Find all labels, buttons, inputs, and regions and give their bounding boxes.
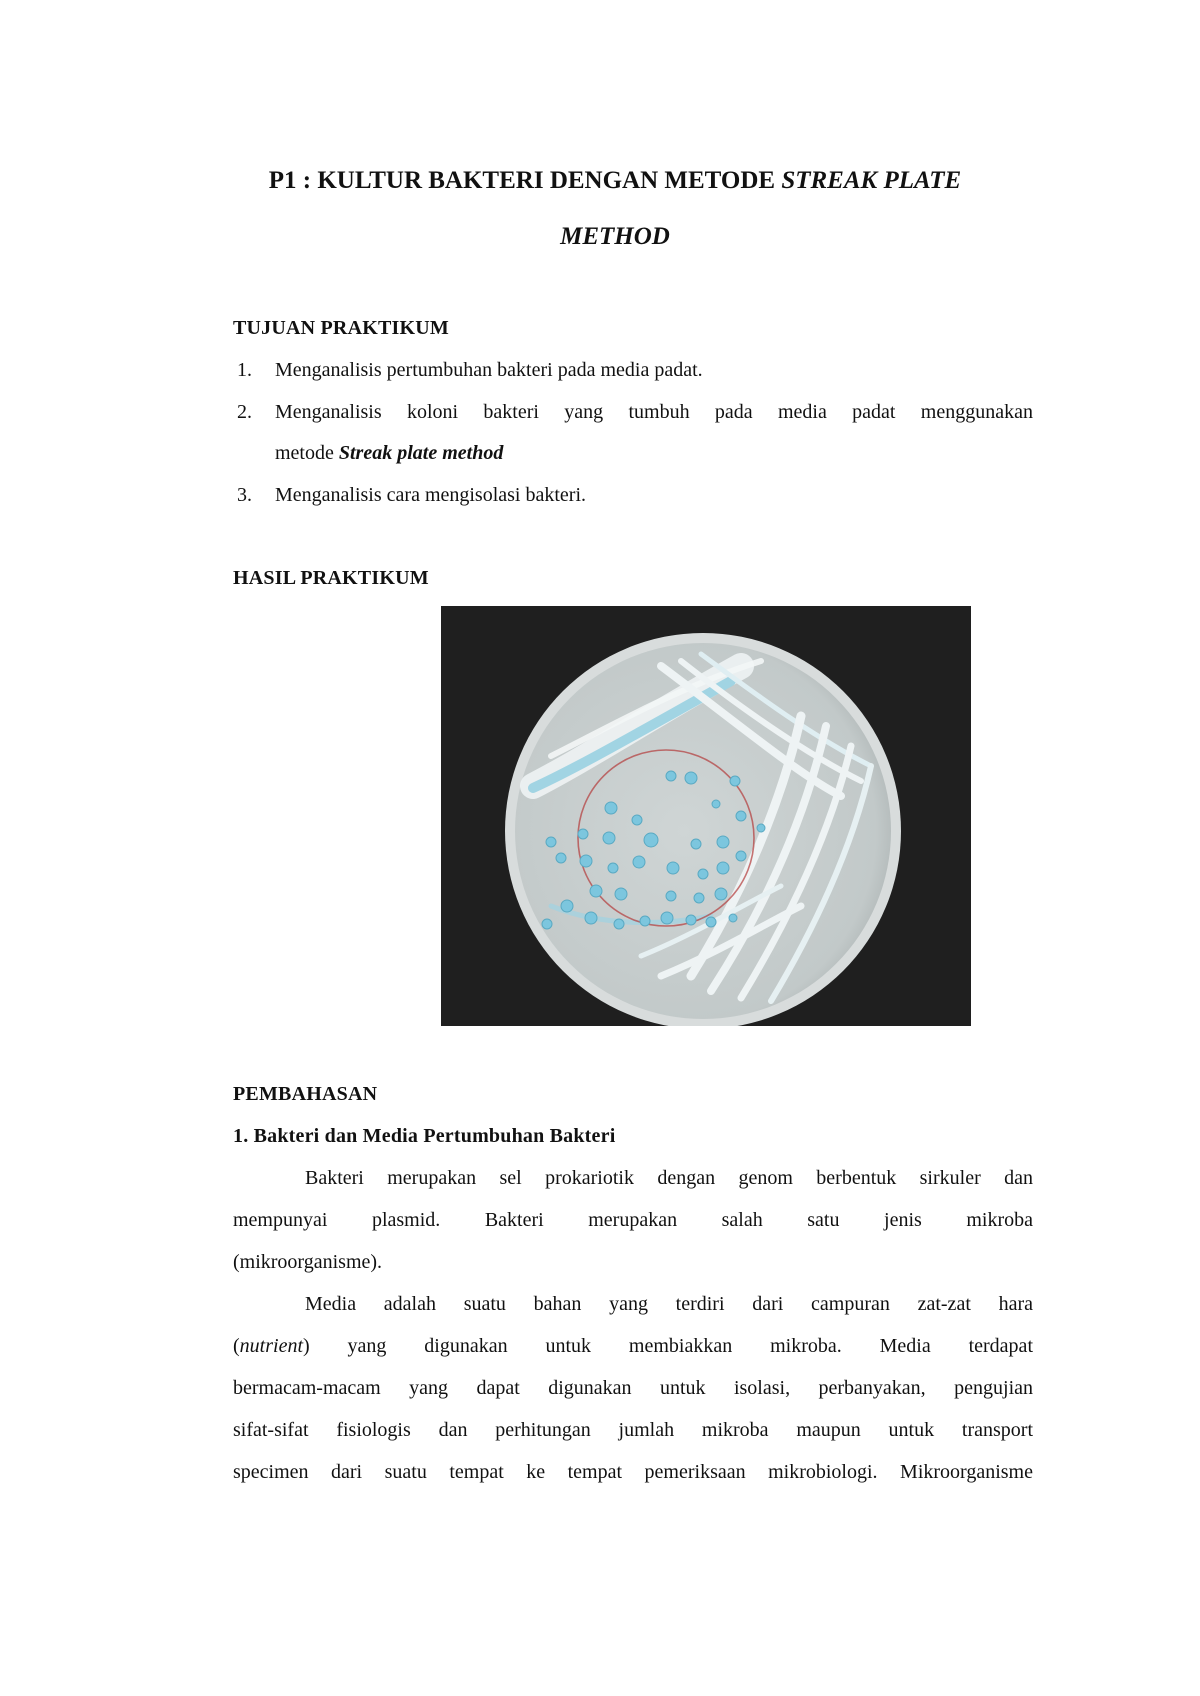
list-number: 1. <box>237 359 252 381</box>
page-title-line-1 <box>200 156 1030 206</box>
list-text-emphasis: Streak plate method <box>338 442 504 464</box>
paragraph-line: bermacam-macam yang dapat digunakan untuk isolasi, perbanyakan, pengujian <box>233 1377 1033 1399</box>
petri-dish-illustration <box>441 606 971 1026</box>
list-text: Menganalisis pertumbuhan bakteri pada media padat. <box>275 359 703 381</box>
list-number: 3. <box>237 484 252 506</box>
title-italic-text: STREAK PLATE <box>781 167 962 194</box>
paragraph-text: ) yang digunakan untuk membiakkan mikroba. Media terdapat <box>303 1335 1033 1357</box>
paragraph-line <box>233 1332 1033 1360</box>
title-plain-text: P1 : KULTUR BAKTERI DENGAN METODE <box>268 167 782 194</box>
hasil-heading: HASIL PRAKTIKUM <box>233 567 429 589</box>
paragraph-line: mempunyai plasmid. Bakteri merupakan salah satu jenis mikroba <box>233 1209 1033 1231</box>
list-text: metode <box>275 442 339 464</box>
paragraph-line: Bakteri merupakan sel prokariotik dengan genom berbentuk sirkuler dan <box>305 1167 1033 1189</box>
italic-term: nutrient <box>239 1335 304 1357</box>
pembahasan-heading: PEMBAHASAN <box>233 1083 378 1105</box>
paragraph-line: specimen dari suatu tempat ke tempat pemeriksaan mikrobiologi. Mikroorganisme <box>233 1461 1033 1483</box>
paren-open: ( <box>233 1335 240 1357</box>
paragraph-line: (mikroorganisme). <box>233 1251 383 1273</box>
list-number: 2. <box>237 401 252 423</box>
tujuan-heading: TUJUAN PRAKTIKUM <box>233 317 449 339</box>
paragraph-line: sifat-sifat fisiologis dan perhitungan jumlah mikroba maupun untuk transport <box>233 1419 1033 1441</box>
title-italic-text-2: METHOD <box>560 223 670 250</box>
paragraph-line: Media adalah suatu bahan yang terdiri dari campuran zat-zat hara <box>305 1293 1033 1315</box>
page-title-line-2 <box>200 212 1030 262</box>
pembahasan-subheading: 1. Bakteri dan Media Pertumbuhan Bakteri <box>233 1125 616 1147</box>
list-text: Menganalisis cara mengisolasi bakteri. <box>275 484 587 506</box>
petri-dish-photo <box>441 606 971 1026</box>
list-text: Menganalisis koloni bakteri yang tumbuh pada media padat menggunakan <box>275 401 1033 423</box>
